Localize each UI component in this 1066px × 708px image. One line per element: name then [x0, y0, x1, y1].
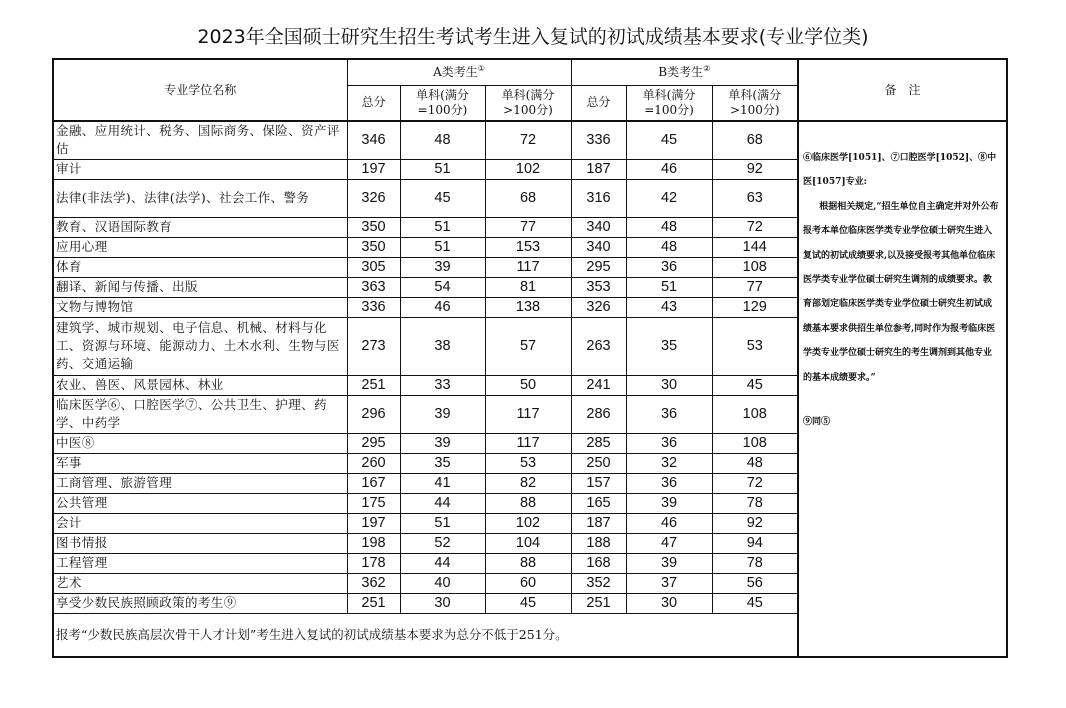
score-cell-a-100: 51: [400, 513, 485, 533]
score-cell-b-100: 39: [626, 553, 712, 573]
major-name-cell: 中医⑧: [53, 433, 347, 453]
score-cell-a-total: 362: [347, 573, 400, 593]
score-cell-b-gt100: 108: [712, 257, 798, 277]
score-cell-a-100: 52: [400, 533, 485, 553]
score-cell-a-total: 296: [347, 395, 400, 433]
score-cell-a-gt100: 50: [485, 375, 571, 395]
score-cell-b-100: 36: [626, 257, 712, 277]
score-cell-a-gt100: 153: [485, 237, 571, 257]
header-group-a: [347, 59, 571, 85]
score-cell-b-100: 30: [626, 375, 712, 395]
score-cell-b-100: 48: [626, 237, 712, 257]
score-cell-a-gt100: 88: [485, 493, 571, 513]
score-cell-a-100: 30: [400, 593, 485, 613]
score-cell-b-gt100: 94: [712, 533, 798, 553]
remark-notes: [798, 121, 1007, 657]
score-cell-b-100: 30: [626, 593, 712, 613]
score-cell-a-total: 198: [347, 533, 400, 553]
score-cell-b-gt100: 68: [712, 121, 798, 159]
score-cell-a-total: 350: [347, 217, 400, 237]
score-cell-a-100: 54: [400, 277, 485, 297]
score-cell-a-100: 44: [400, 493, 485, 513]
score-cell-a-gt100: 117: [485, 395, 571, 433]
score-cell-a-100: 48: [400, 121, 485, 159]
major-name-cell: 会计: [53, 513, 347, 533]
page-title: 2023年全国硕士研究生招生考试考生进入复试的初试成绩基本要求(专业学位类): [197, 26, 869, 48]
score-cell-b-total: 340: [571, 237, 626, 257]
header-a-single-gt100: 单科(满分>100分): [485, 85, 571, 121]
score-cell-b-total: 263: [571, 317, 626, 375]
header-b-single-gt100: 单科(满分>100分): [712, 85, 798, 121]
score-cell-a-total: 295: [347, 433, 400, 453]
score-cell-b-100: 36: [626, 395, 712, 433]
score-cell-b-100: 51: [626, 277, 712, 297]
major-name-cell: 文物与博物馆: [53, 297, 347, 317]
score-cell-b-gt100: 92: [712, 159, 798, 179]
score-cell-b-gt100: 45: [712, 375, 798, 395]
footer-note: 报考“少数民族高层次骨干人才计划”考生进入复试的初试成绩基本要求为总分不低于251分。: [53, 613, 798, 657]
score-cell-b-total: 340: [571, 217, 626, 237]
header-group-b-label: B类考生: [658, 64, 704, 79]
header-major-name: 专业学位名称: [53, 59, 347, 121]
score-cell-a-gt100: 57: [485, 317, 571, 375]
score-cell-a-total: 251: [347, 375, 400, 395]
score-cell-b-100: 45: [626, 121, 712, 159]
score-cell-b-total: 352: [571, 573, 626, 593]
score-cell-a-total: 251: [347, 593, 400, 613]
major-name-cell: 农业、兽医、风景园林、林业: [53, 375, 347, 395]
score-cell-a-gt100: 81: [485, 277, 571, 297]
score-cell-a-total: 167: [347, 473, 400, 493]
score-cell-b-total: 250: [571, 453, 626, 473]
score-cell-a-total: 350: [347, 237, 400, 257]
score-table: [52, 58, 1008, 658]
score-cell-a-total: 336: [347, 297, 400, 317]
major-name-cell: 金融、应用统计、税务、国际商务、保险、资产评估: [53, 121, 347, 159]
score-cell-a-total: 260: [347, 453, 400, 473]
score-cell-a-100: 40: [400, 573, 485, 593]
score-cell-a-100: 38: [400, 317, 485, 375]
score-cell-b-gt100: 56: [712, 573, 798, 593]
score-cell-a-total: 346: [347, 121, 400, 159]
score-cell-a-100: 39: [400, 395, 485, 433]
major-name-cell: 工程管理: [53, 553, 347, 573]
major-name-cell: 临床医学⑥、口腔医学⑦、公共卫生、护理、药学、中药学: [53, 395, 347, 433]
score-cell-a-100: 39: [400, 257, 485, 277]
score-cell-a-100: 33: [400, 375, 485, 395]
note-line-2: 根据相关规定,“招生单位自主确定并对外公布报考本单位临床医学类专业学位硕士研究生进入复试的初试成绩要求,以及接受报考其他单位临床医学类专业学位硕士研究生调剂的成绩要求。教育部划定临床医学类专业学位硕士研究生初试成绩基本要求供招生单位参考,同时作为报考临床医学类专业学位硕士研究生的考生调剂到其他专业的基本成绩要求。”: [803, 201, 999, 383]
score-cell-a-total: 326: [347, 179, 400, 217]
score-cell-a-gt100: 77: [485, 217, 571, 237]
score-cell-a-100: 35: [400, 453, 485, 473]
score-cell-b-total: 187: [571, 513, 626, 533]
header-group-a-label: A类考生: [433, 64, 478, 79]
score-cell-b-gt100: 78: [712, 493, 798, 513]
header-b-total: 总分: [571, 85, 626, 121]
score-cell-b-100: 36: [626, 433, 712, 453]
score-cell-a-gt100: 88: [485, 553, 571, 573]
score-cell-a-total: 197: [347, 513, 400, 533]
header-group-b: [571, 59, 798, 85]
score-cell-b-gt100: 53: [712, 317, 798, 375]
score-cell-b-total: 353: [571, 277, 626, 297]
score-cell-a-total: 305: [347, 257, 400, 277]
score-cell-a-total: 363: [347, 277, 400, 297]
score-cell-b-gt100: 129: [712, 297, 798, 317]
score-cell-a-gt100: 117: [485, 433, 571, 453]
score-cell-a-100: 45: [400, 179, 485, 217]
score-cell-b-100: 47: [626, 533, 712, 553]
score-cell-b-100: 46: [626, 513, 712, 533]
score-cell-a-100: 46: [400, 297, 485, 317]
score-cell-a-total: 197: [347, 159, 400, 179]
header-remark: 备 注: [798, 59, 1007, 121]
score-cell-a-100: 44: [400, 553, 485, 573]
score-cell-a-gt100: 72: [485, 121, 571, 159]
score-cell-b-total: 326: [571, 297, 626, 317]
major-name-cell: 艺术: [53, 573, 347, 593]
score-cell-b-total: 168: [571, 553, 626, 573]
score-cell-b-total: 157: [571, 473, 626, 493]
score-cell-b-gt100: 78: [712, 553, 798, 573]
major-name-cell: 工商管理、旅游管理: [53, 473, 347, 493]
score-cell-b-total: 165: [571, 493, 626, 513]
score-cell-a-gt100: 53: [485, 453, 571, 473]
score-cell-b-total: 336: [571, 121, 626, 159]
table-row: [53, 121, 1007, 159]
header-group-b-mark: ②: [703, 63, 711, 73]
header-b-single-100: 单科(满分=100分): [626, 85, 712, 121]
score-cell-a-100: 39: [400, 433, 485, 453]
major-name-cell: 教育、汉语国际教育: [53, 217, 347, 237]
score-cell-b-gt100: 72: [712, 473, 798, 493]
score-cell-a-gt100: 60: [485, 573, 571, 593]
score-cell-b-100: 35: [626, 317, 712, 375]
note-line-1: ⑥临床医学[1051]、⑦口腔医学[1052]、⑧中医[1057]专业:: [803, 153, 997, 188]
score-cell-b-gt100: 45: [712, 593, 798, 613]
score-cell-b-100: 43: [626, 297, 712, 317]
score-cell-b-100: 46: [626, 159, 712, 179]
score-cell-b-total: 285: [571, 433, 626, 453]
score-cell-a-total: 273: [347, 317, 400, 375]
score-cell-b-gt100: 144: [712, 237, 798, 257]
score-cell-a-total: 175: [347, 493, 400, 513]
major-name-cell: 公共管理: [53, 493, 347, 513]
score-cell-a-gt100: 45: [485, 593, 571, 613]
score-cell-a-gt100: 102: [485, 513, 571, 533]
score-cell-a-100: 51: [400, 217, 485, 237]
major-name-cell: 图书情报: [53, 533, 347, 553]
score-cell-b-total: 251: [571, 593, 626, 613]
major-name-cell: 应用心理: [53, 237, 347, 257]
score-cell-a-gt100: 138: [485, 297, 571, 317]
score-cell-b-100: 37: [626, 573, 712, 593]
note-line-3: ⑨同⑤: [803, 417, 831, 428]
score-cell-b-100: 48: [626, 217, 712, 237]
score-cell-b-100: 32: [626, 453, 712, 473]
score-cell-b-total: 316: [571, 179, 626, 217]
header-a-total: 总分: [347, 85, 400, 121]
major-name-cell: 享受少数民族照顾政策的考生⑨: [53, 593, 347, 613]
score-cell-b-gt100: 48: [712, 453, 798, 473]
score-cell-a-100: 41: [400, 473, 485, 493]
score-cell-a-gt100: 104: [485, 533, 571, 553]
score-cell-b-total: 188: [571, 533, 626, 553]
score-cell-b-gt100: 72: [712, 217, 798, 237]
score-cell-b-100: 42: [626, 179, 712, 217]
score-cell-b-total: 286: [571, 395, 626, 433]
score-cell-a-gt100: 102: [485, 159, 571, 179]
score-cell-b-100: 39: [626, 493, 712, 513]
score-cell-b-gt100: 63: [712, 179, 798, 217]
score-cell-a-total: 178: [347, 553, 400, 573]
major-name-cell: 军事: [53, 453, 347, 473]
major-name-cell: 审计: [53, 159, 347, 179]
major-name-cell: 建筑学、城市规划、电子信息、机械、材料与化工、资源与环境、能源动力、土木水利、生物与医药、交通运输: [53, 317, 347, 375]
score-cell-b-gt100: 92: [712, 513, 798, 533]
score-cell-b-gt100: 108: [712, 395, 798, 433]
score-cell-b-100: 36: [626, 473, 712, 493]
score-cell-b-total: 295: [571, 257, 626, 277]
score-cell-b-gt100: 108: [712, 433, 798, 453]
score-cell-a-gt100: 117: [485, 257, 571, 277]
score-cell-a-100: 51: [400, 237, 485, 257]
score-cell-a-gt100: 68: [485, 179, 571, 217]
score-cell-a-gt100: 82: [485, 473, 571, 493]
header-group-a-mark: ①: [477, 63, 485, 73]
major-name-cell: 翻译、新闻与传播、出版: [53, 277, 347, 297]
major-name-cell: 法律(非法学)、法律(法学)、社会工作、警务: [53, 179, 347, 217]
score-cell-b-total: 187: [571, 159, 626, 179]
score-cell-b-gt100: 77: [712, 277, 798, 297]
major-name-cell: 体育: [53, 257, 347, 277]
score-cell-b-total: 241: [571, 375, 626, 395]
header-a-single-100: 单科(满分=100分): [400, 85, 485, 121]
score-cell-a-100: 51: [400, 159, 485, 179]
